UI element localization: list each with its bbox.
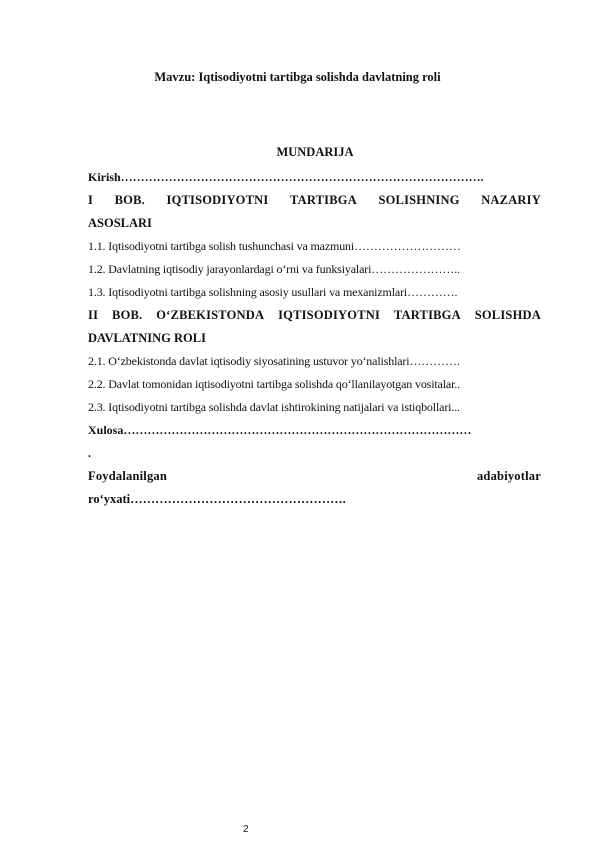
references-title-continuation: ro‘yxati…………………………………………….	[88, 492, 346, 506]
chapter1-word: SOLISHNING	[378, 193, 460, 207]
page-number: 2	[243, 824, 249, 835]
chapter1-word: NAZARIY	[481, 193, 541, 207]
toc-entry-references	[88, 465, 541, 488]
table-of-contents	[88, 166, 541, 511]
chapter2-word: O‘ZBEKISTONDA	[156, 308, 265, 322]
toc-entry-section-2-1: 2.1. O‘zbekistonda davlat iqtisodiy siyosatining ustuvor yo‘nalishlari………….	[88, 354, 460, 368]
toc-entry-intro: Kirish……………………………………………………………………………….	[88, 170, 484, 184]
toc-entry-chapter2	[88, 304, 541, 327]
toc-entry-chapter1	[88, 189, 541, 212]
toc-entry-section-1-3: 1.3. Iqtisodiyotni tartibga solishning asosiy usullari va mexanizmlari………….	[88, 285, 458, 299]
chapter2-word: II	[88, 308, 99, 322]
chapter1-word: BOB.	[114, 193, 145, 207]
toc-entry-conclusion-dot: .	[88, 446, 91, 460]
toc-entry-section-2-2: 2.2. Davlat tomonidan iqtisodiyotni tartibga solishda qo‘llanilayotgan vositalar..	[88, 377, 460, 391]
chapter1-word: IQTISODIYOTNI	[166, 193, 269, 207]
chapter2-title-continuation: DAVLATNING ROLI	[88, 331, 206, 345]
chapter2-word: BOB.	[112, 308, 143, 322]
chapter2-word: IQTISODIYOTNI	[278, 308, 381, 322]
chapter2-word: TARTIBGA	[393, 308, 461, 322]
references-word: adabiyotlar	[476, 469, 541, 483]
chapter1-word: TARTIBGA	[289, 193, 357, 207]
chapter1-title-continuation: ASOSLARI	[88, 216, 152, 230]
chapter2-word: SOLISHDA	[474, 308, 541, 322]
contents-heading: MUNDARIJA	[276, 145, 354, 159]
toc-entry-conclusion: Xulosa……………………………………………………………………………	[88, 423, 472, 437]
references-word: Foydalanilgan	[88, 469, 168, 483]
toc-entry-section-1-2: 1.2. Davlatning iqtisodiy jarayonlardagi o‘rni va funksiyalari…………………..	[88, 262, 460, 276]
chapter1-word: I	[88, 193, 94, 207]
toc-entry-section-1-1: 1.1. Iqtisodiyotni tartibga solish tushunchasi va mazmuni………………………	[88, 239, 461, 253]
toc-entry-section-2-3: 2.3. Iqtisodiyotni tartibga solishda davlat ishtirokining natijalari va istiqbollari...	[88, 400, 460, 414]
document-title: Mavzu: Iqtisodiyotni tartibga solishda davlatning roli	[154, 70, 441, 84]
